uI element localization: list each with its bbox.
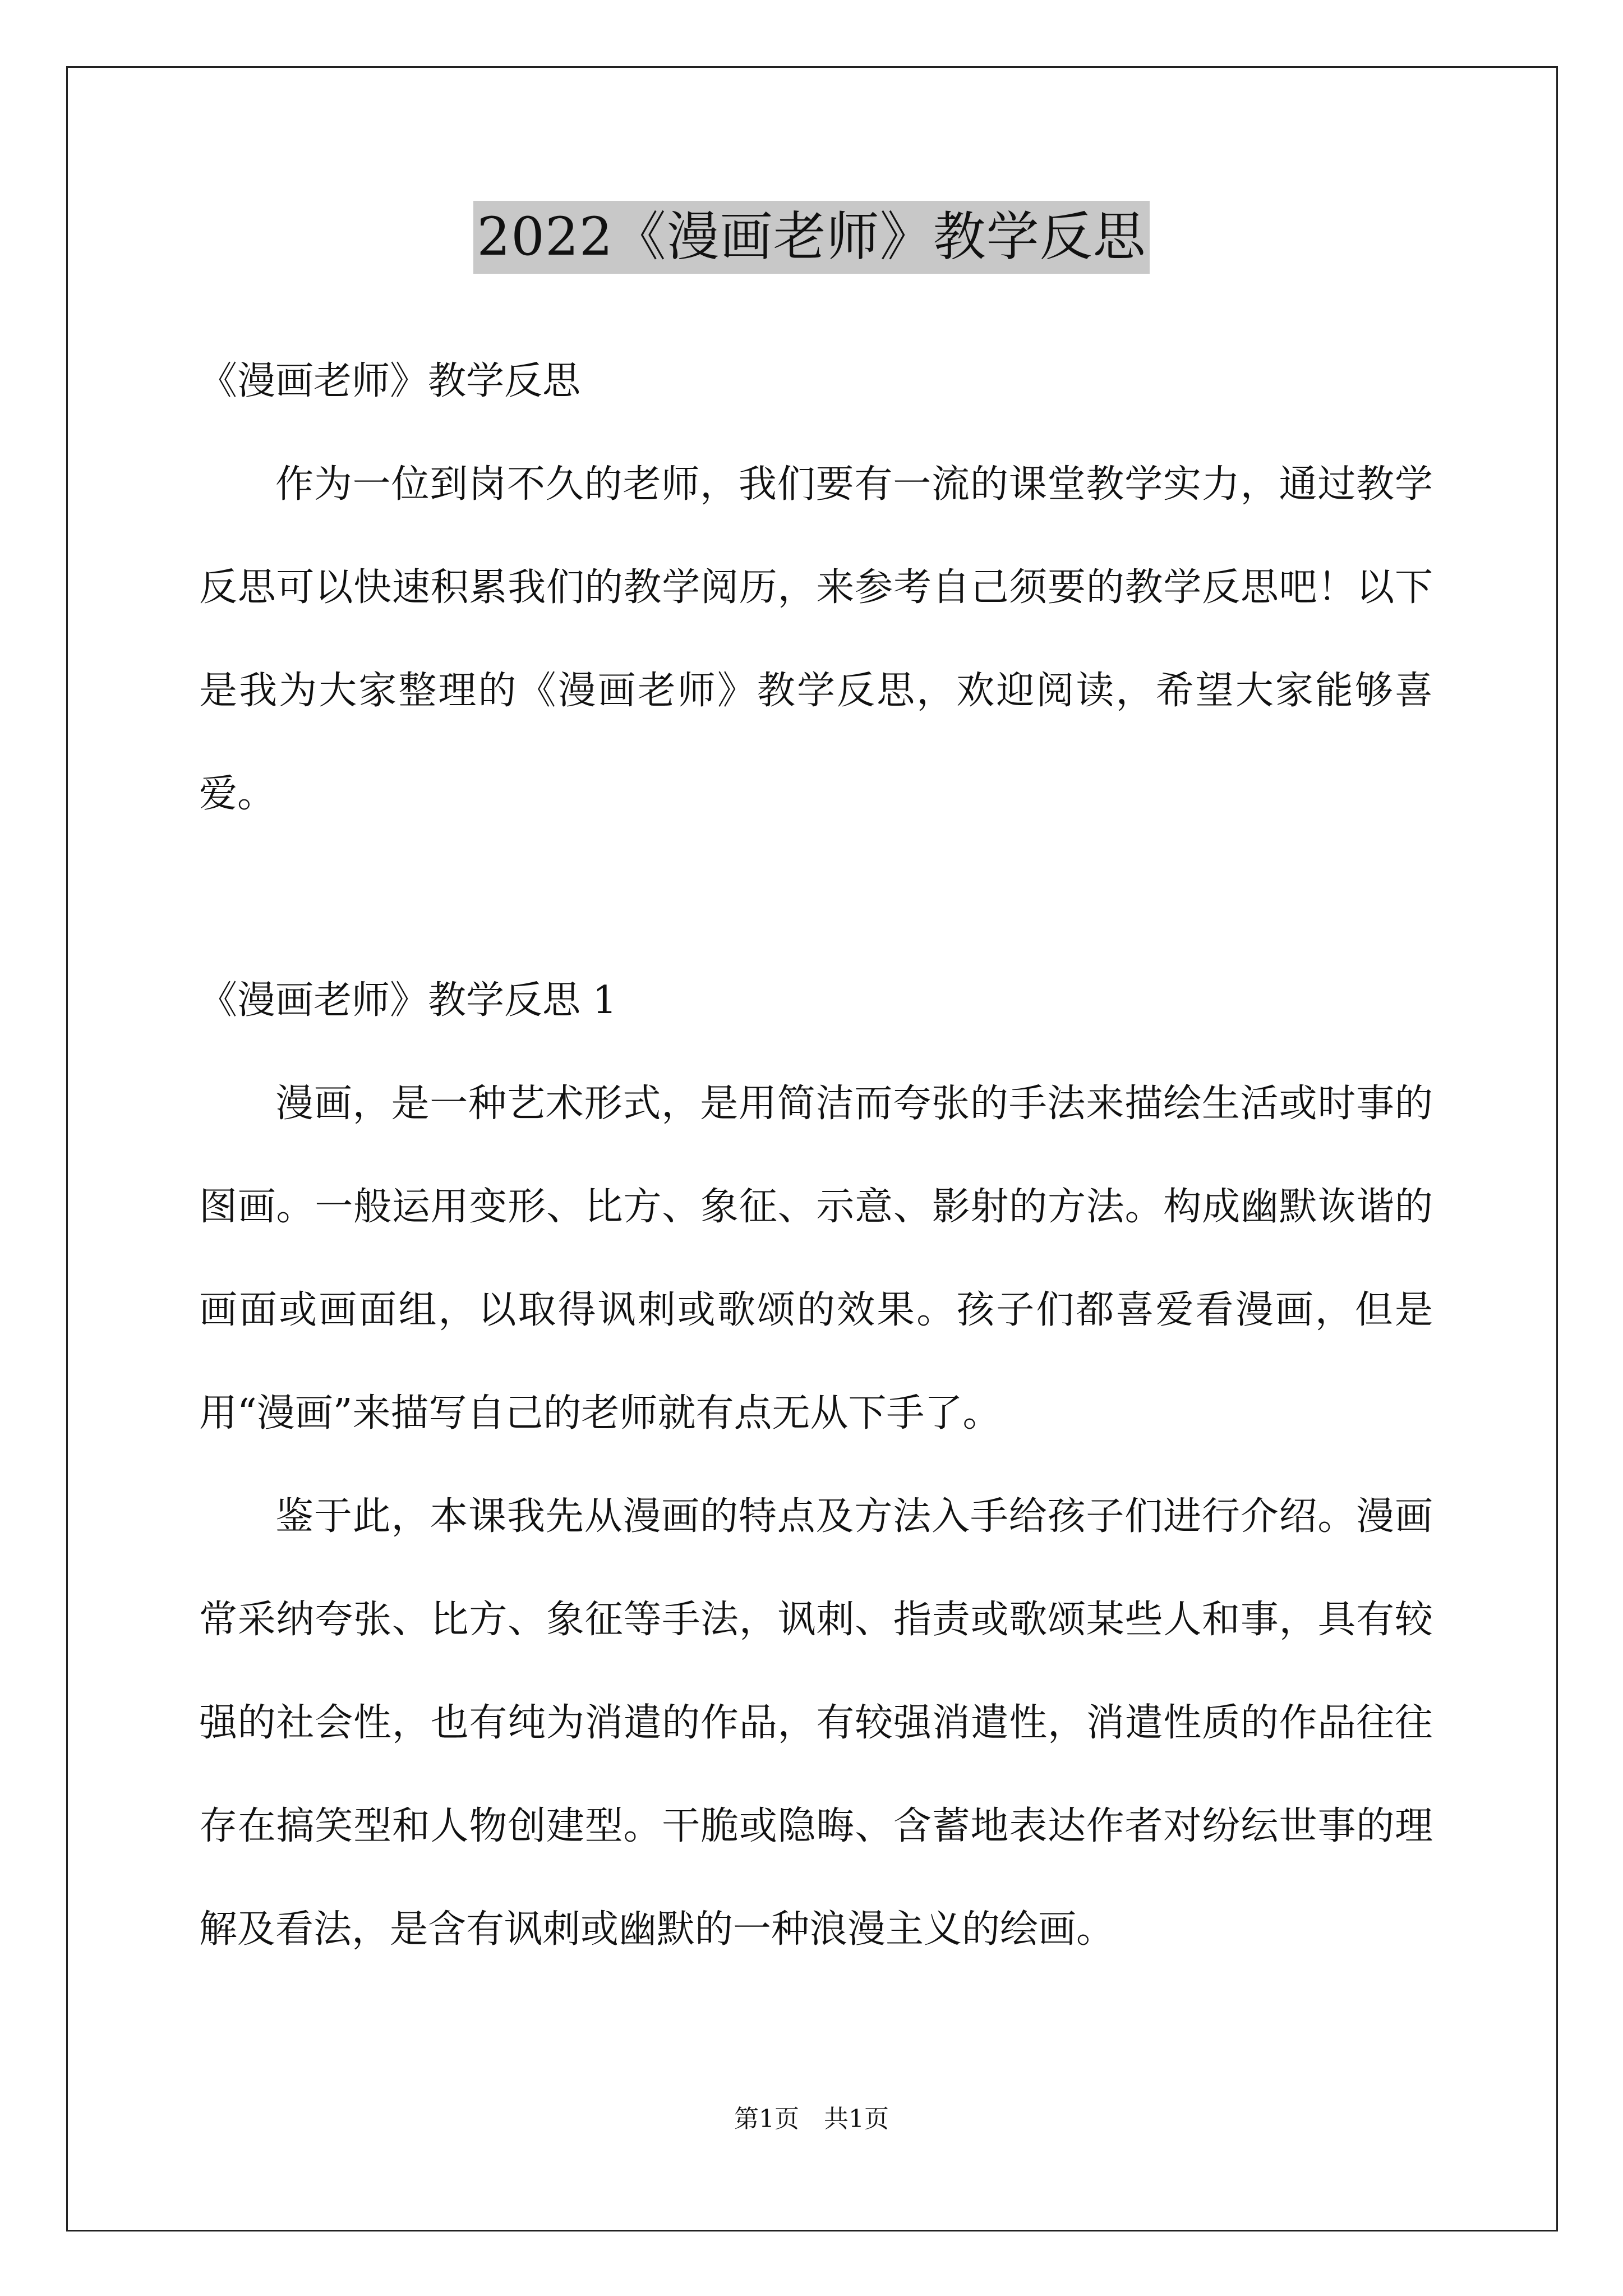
section1-heading: 《漫画老师》教学反思 1 [199,978,617,1023]
title-container [0,201,1623,274]
document-title: 2022《漫画老师》教学反思 [473,201,1149,274]
section1-paragraph-2: 鉴于此，本课我先从漫画的特点及方法入手给孩子们进行介绍。漫画常采纳夸张、比方、象征等手法，讽刺、指责或歌颂某些人和事，具有较强的社会性，也有纯为消遣的作品，有较强消遣性，消遣性质的作品往往存在搞笑型和人物创建型。干脆或隐晦、含蓄地表达作者对纷纭世事的理解及看法，是含有讽刺或幽默的一种浪漫主义的绘画。 [199,1494,1433,1952]
intro-heading: 《漫画老师》教学反思 [199,359,581,403]
section1-paragraph-1: 漫画，是一种艺术形式，是用简洁而夸张的手法来描绘生活或时事的图画。一般运用变形、比方、象征、示意、影射的方法。构成幽默诙谐的画面或画面组，以取得讽刺或歌颂的效果。孩子们都喜爱看漫画，但是用“漫画”来描写自己的老师就有点无从下手了。 [199,1082,1433,1435]
page-total: 共1页 [824,2105,889,2133]
page-footer [0,2102,1623,2136]
intro-paragraph: 作为一位到岗不久的老师，我们要有一流的课堂教学实力，通过教学反思可以快速积累我们的教学阅历，来参考自己须要的教学反思吧！以下是我为大家整理的《漫画老师》教学反思，欢迎阅读，希望大家能够喜爱。 [199,462,1433,816]
document-body [199,330,1433,1981]
page-number: 第1页 [734,2105,799,2133]
